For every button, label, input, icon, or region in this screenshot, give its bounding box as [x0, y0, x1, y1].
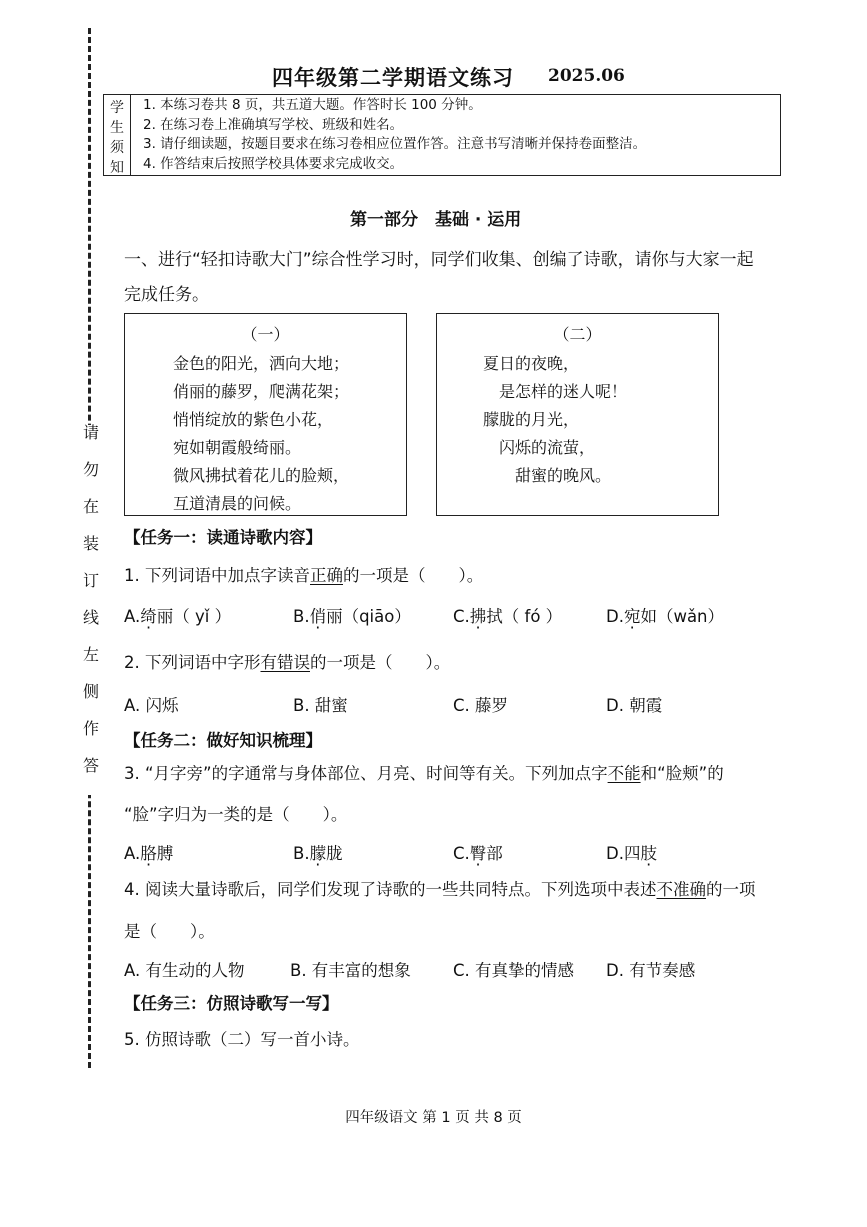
task-heading: 【任务一：读通诗歌内容】 — [124, 528, 322, 547]
exam-date: 2025.06 — [548, 66, 625, 86]
dotted-char: 臀 — [469, 844, 487, 863]
option-char: 部 — [486, 844, 503, 863]
poem-line: 甜蜜的晚风。 — [515, 466, 612, 485]
q2-option-a[interactable]: A. 闪烁 — [124, 696, 179, 715]
question-4-cont: 是（ ）。 — [124, 922, 215, 941]
notice-label-char: 知 — [110, 160, 124, 176]
binding-char: 侧 — [82, 682, 99, 701]
q2-option-d[interactable]: D. 朝霞 — [606, 696, 663, 715]
dotted-char: 肢 — [640, 844, 657, 863]
page-footer: 四年级语文 第 1 页 共 8 页 — [345, 1110, 522, 1126]
poem-line: 是怎样的迷人呢！ — [499, 382, 628, 401]
question-keyword: 有错误 — [260, 653, 310, 672]
binding-char: 在 — [82, 497, 99, 516]
option-char: 胧 — [326, 844, 343, 863]
question-4 — [124, 876, 756, 900]
option-letter: D. — [606, 844, 624, 863]
notice-item: 2. 在练习卷上准确填写学校、班级和姓名。 — [143, 116, 404, 133]
binding-warning — [80, 425, 102, 795]
notice-items — [131, 95, 780, 175]
option-letter: C. — [453, 607, 470, 626]
notice-label-char: 生 — [110, 120, 124, 136]
q3-option-a[interactable] — [124, 840, 173, 864]
q1-option-c[interactable] — [453, 603, 562, 627]
question-keyword: 不能 — [607, 764, 641, 783]
poem-line: 闪烁的流萤， — [499, 438, 596, 457]
poem-line: 俏丽的藤罗，爬满花架； — [173, 382, 350, 401]
question-keyword: 正确 — [310, 566, 343, 585]
question-5: 5. 仿照诗歌（二）写一首小诗。 — [124, 1030, 360, 1049]
notice-item: 4. 作答结束后按照学校具体要求完成收交。 — [143, 155, 404, 172]
question-3-cont: “脸”字归为一类的是（ ）。 — [124, 805, 348, 824]
notice-item: 3. 请仔细读题，按题目要求在练习卷相应位置作答。注意书写清晰并保持卷面整洁。 — [143, 136, 647, 152]
question-text: 和“脸颊”的 — [640, 764, 724, 783]
notice-label-char: 学 — [110, 100, 124, 116]
binding-char: 订 — [82, 571, 99, 590]
dotted-char: 朦 — [309, 844, 327, 863]
dotted-char: 宛 — [623, 607, 641, 626]
poem-line: 朦胧的月光， — [483, 410, 580, 429]
binding-char: 答 — [82, 756, 99, 775]
task-heading: 【任务三：仿照诗歌写一写】 — [124, 994, 339, 1013]
option-pinyin: （ fó ） — [502, 607, 563, 626]
question-text: 的一项是（ ）。 — [343, 566, 484, 585]
page-title: 四年级第二学期语文练习 — [272, 65, 514, 90]
poem-box-two — [436, 313, 719, 516]
q4-option-a[interactable]: A. 有生动的人物 — [124, 961, 245, 980]
option-char: 四 — [623, 844, 641, 863]
student-notice-box — [103, 94, 781, 176]
task-heading: 【任务二：做好知识梳理】 — [124, 731, 322, 750]
question-3 — [124, 760, 724, 784]
poem-line: 互道清晨的问候。 — [173, 494, 302, 513]
notice-label — [104, 95, 131, 175]
q2-option-b[interactable]: B. 甜蜜 — [293, 696, 348, 715]
option-char: 丽 — [326, 607, 343, 626]
binding-char: 勿 — [82, 460, 99, 479]
question-text: 的一项是（ ）。 — [310, 653, 451, 672]
option-pinyin: （ yǐ ） — [173, 607, 232, 626]
q1-option-b[interactable] — [293, 603, 411, 627]
q3-option-c[interactable] — [453, 840, 503, 864]
q4-option-b[interactable]: B. 有丰富的想象 — [290, 961, 411, 980]
binding-char: 左 — [82, 645, 99, 664]
option-char: 如 — [640, 607, 657, 626]
binding-char: 线 — [82, 608, 99, 627]
q2-option-c[interactable]: C. 藤罗 — [453, 696, 509, 715]
q4-option-d[interactable]: D. 有节奏感 — [606, 961, 696, 980]
option-letter: D. — [606, 607, 624, 626]
poem-line: 悄悄绽放的紫色小花， — [173, 410, 334, 429]
notice-label-char: 须 — [110, 140, 124, 156]
q3-option-b[interactable] — [293, 840, 343, 864]
option-char: 丽 — [156, 607, 174, 626]
poem-box-one — [124, 313, 407, 516]
binding-char: 作 — [82, 719, 99, 738]
question-1 — [124, 562, 483, 586]
dotted-char: 拂 — [469, 607, 487, 626]
dotted-char: 绮 — [140, 607, 157, 626]
option-letter: A. — [124, 844, 141, 863]
question-2 — [124, 649, 450, 673]
question-intro: 一、进行“轻扣诗歌大门”综合性学习时，同学们收集、创编了诗歌，请你与大家一起完成任务。 — [124, 250, 754, 305]
q1-option-a[interactable] — [124, 603, 231, 627]
option-char: 拭 — [486, 607, 503, 626]
poem-title: （二） — [553, 325, 602, 344]
poem-line: 金色的阳光，洒向大地； — [173, 354, 350, 373]
q4-option-c[interactable]: C. 有真挚的情感 — [453, 961, 575, 980]
option-letter: B. — [293, 607, 310, 626]
option-letter: C. — [453, 844, 470, 863]
option-pinyin: （qiāo） — [342, 607, 411, 626]
binding-char: 装 — [82, 534, 99, 553]
option-letter: A. — [124, 607, 141, 626]
option-letter: B. — [293, 844, 310, 863]
q3-option-d[interactable] — [606, 840, 657, 864]
question-text: 1. 下列词语中加点字读音 — [124, 566, 310, 585]
q1-option-d[interactable] — [606, 603, 724, 627]
poem-line: 夏日的夜晚， — [483, 354, 580, 373]
notice-item: 1. 本练习卷共 8 页，共五道大题。作答时长 100 分钟。 — [143, 97, 482, 113]
option-pinyin: （wǎn） — [656, 607, 725, 626]
option-char: 膊 — [156, 844, 174, 863]
poem-title: （一） — [241, 325, 290, 344]
question-text: 的一项 — [706, 880, 756, 899]
section-title: 第一部分 基础 · 运用 — [350, 210, 522, 230]
dotted-char: 俏 — [309, 607, 327, 626]
binding-char: 请 — [82, 423, 99, 442]
poem-line: 宛如朝霞般绮丽。 — [173, 438, 302, 457]
dotted-char: 胳 — [140, 844, 157, 863]
question-keyword: 不准确 — [656, 880, 706, 899]
question-text: 3. “月字旁”的字通常与身体部位、月亮、时间等有关。下列加点字 — [124, 764, 608, 783]
question-text: 4. 阅读大量诗歌后，同学们发现了诗歌的一些共同特点。下列选项中表述 — [124, 880, 657, 899]
question-text: 2. 下列词语中字形 — [124, 653, 261, 672]
poem-line: 微风拂拭着花儿的脸颊， — [173, 466, 350, 485]
